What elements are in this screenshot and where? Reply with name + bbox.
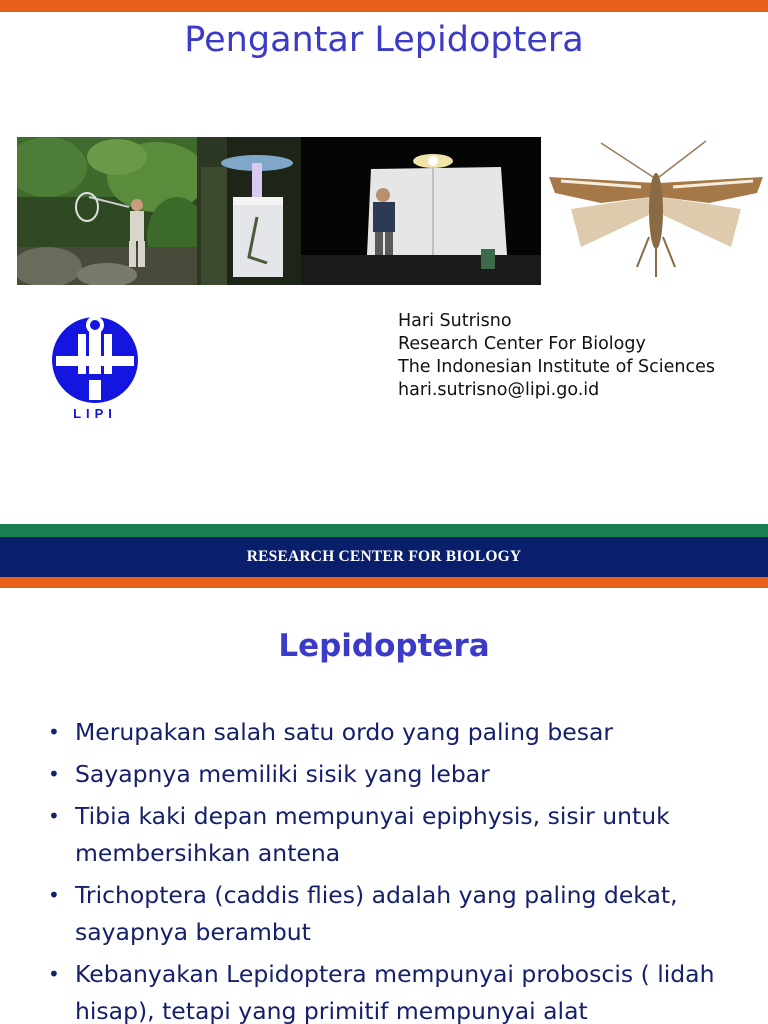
lipi-logo-label: LIPI bbox=[73, 406, 117, 421]
author-email[interactable]: hari.sutrisno@lipi.go.id bbox=[398, 380, 600, 400]
bullet-icon: • bbox=[48, 804, 60, 828]
content-slide bbox=[0, 588, 768, 1024]
bullet-icon: • bbox=[48, 720, 60, 744]
bullet-icon: • bbox=[48, 762, 60, 786]
author-name: Hari Sutrisno bbox=[398, 311, 512, 331]
list-item: • Trichoptera (caddis flies) adalah yang paling dekat, sayapnya berambut bbox=[46, 877, 746, 951]
footer-banner: RESEARCH CENTER FOR BIOLOGY bbox=[0, 537, 768, 577]
list-item: • Tibia kaki depan mempunyai epiphysis, sisir untuk membersihkan antena bbox=[46, 798, 746, 872]
slide-title: Pengantar Lepidoptera bbox=[184, 20, 584, 60]
author-center: Research Center For Biology bbox=[398, 334, 646, 354]
list-item: • Kebanyakan Lepidoptera mempunyai proboscis ( lidah hisap), tetapi yang primitif mempunyai alat bbox=[46, 956, 746, 1024]
bullet-list bbox=[46, 714, 746, 1024]
author-block bbox=[398, 310, 715, 402]
slide-title: Lepidoptera bbox=[278, 628, 490, 664]
light-trap-photo bbox=[197, 137, 301, 285]
bullet-icon: • bbox=[48, 883, 60, 907]
moth-specimen-photo bbox=[541, 137, 768, 285]
top-orange-rule bbox=[0, 0, 768, 12]
orange-footer-band bbox=[0, 577, 768, 588]
list-item: • Merupakan salah satu ordo yang paling besar bbox=[46, 714, 746, 751]
lipi-logo-icon bbox=[48, 316, 144, 422]
author-institute: The Indonesian Institute of Sciences bbox=[398, 357, 716, 377]
green-footer-band bbox=[0, 524, 768, 537]
net-collector-photo bbox=[17, 137, 197, 285]
light-sheet-photo bbox=[301, 137, 541, 285]
list-item: • Sayapnya memiliki sisik yang lebar bbox=[46, 756, 746, 793]
bullet-icon: • bbox=[48, 962, 60, 986]
